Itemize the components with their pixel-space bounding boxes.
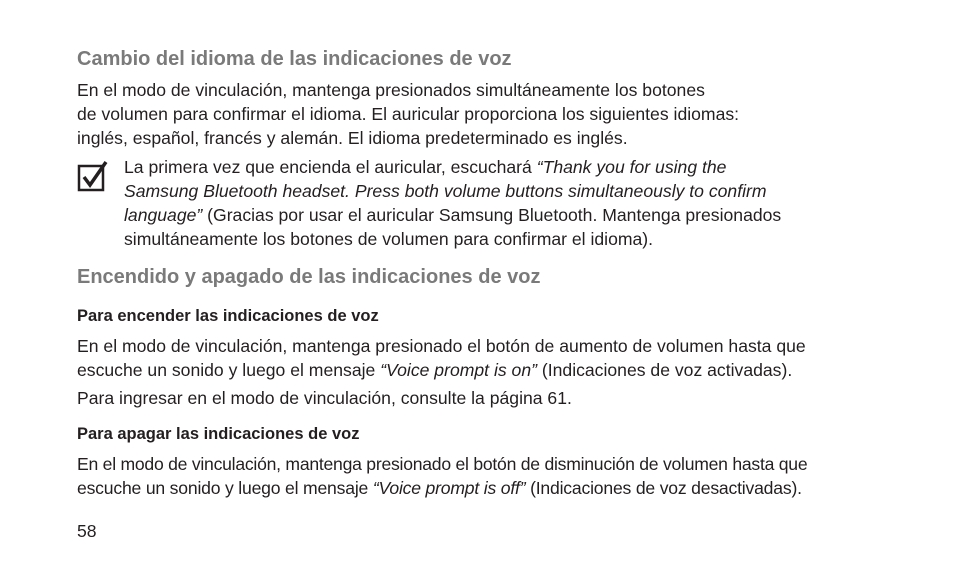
note-text: (Gracias por usar el auricular Samsung Bluetooth. Mantenga presionados: [202, 205, 782, 225]
paragraph-line: [77, 476, 802, 500]
paragraph-line: En el modo de vinculación, mantenga presionado el botón de disminución de volumen hasta que: [77, 454, 808, 474]
checkbox-check-icon: [77, 160, 109, 192]
paragraph-text: (Indicaciones de voz desactivadas).: [525, 478, 802, 498]
note-quote: Samsung Bluetooth headset. Press both volume buttons simultaneously to confirm: [124, 181, 767, 201]
note-line: [124, 179, 767, 203]
voice-prompt-quote: “Voice prompt is off”: [372, 478, 526, 498]
page-number: 58: [77, 521, 97, 541]
paragraph-line: de volumen para confirmar el idioma. El auricular proporciona los siguientes idiomas:: [77, 104, 740, 124]
section-title-on-off: Encendido y apagado de las indicaciones de voz: [77, 266, 541, 288]
note-line: [124, 203, 781, 227]
note-line: simultáneamente los botones de volumen para confirmar el idioma).: [124, 229, 654, 249]
note-text: La primera vez que encienda el auricular, escuchará: [124, 157, 537, 177]
subsection-title-on: Para encender las indicaciones de voz: [77, 307, 379, 325]
voice-prompt-quote: “Voice prompt is on”: [380, 360, 537, 380]
paragraph-line: Para ingresar en el modo de vinculación, consulte la página 61.: [77, 388, 572, 408]
paragraph-text: (Indicaciones de voz activadas).: [536, 360, 793, 380]
paragraph-line: [77, 358, 792, 382]
note-line: [124, 155, 726, 179]
paragraph-text: escuche un sonido y luego el mensaje: [77, 360, 381, 380]
paragraph-line: En el modo de vinculación, mantenga presionado el botón de aumento de volumen hasta que: [77, 336, 806, 356]
paragraph-line: inglés, español, francés y alemán. El idioma predeterminado es inglés.: [77, 128, 628, 148]
subsection-title-off: Para apagar las indicaciones de voz: [77, 425, 360, 443]
note-quote: language”: [124, 205, 203, 225]
note-quote: “Thank you for using the: [536, 157, 727, 177]
section-title-language: Cambio del idioma de las indicaciones de voz: [77, 48, 512, 70]
paragraph-text: escuche un sonido y luego el mensaje: [77, 478, 373, 498]
paragraph-line: En el modo de vinculación, mantenga presionados simultáneamente los botones: [77, 80, 705, 100]
